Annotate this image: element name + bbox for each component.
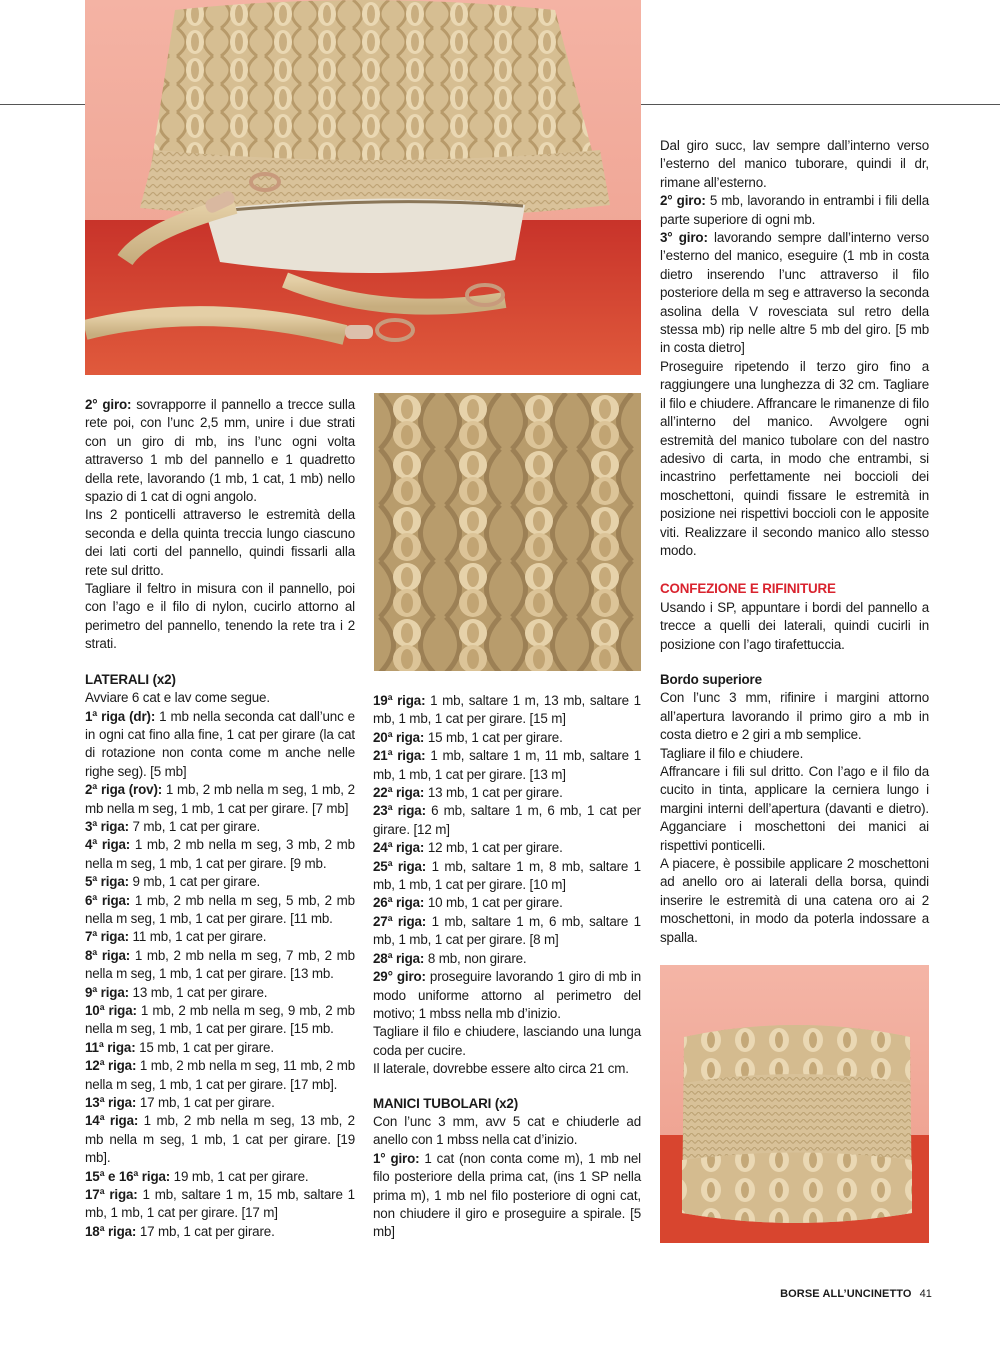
row-label: 21ª riga: <box>373 748 426 764</box>
row-text: 13 mb, 1 cat per girare. <box>424 785 563 801</box>
text-row <box>373 802 641 839</box>
text-row <box>85 396 355 506</box>
text-row <box>373 1060 641 1078</box>
row-label: 2° giro: <box>660 193 706 209</box>
column-3 <box>660 137 929 947</box>
page-footer <box>780 1288 932 1300</box>
row-text: 17 mb, 1 cat per girare. <box>136 1223 275 1239</box>
row-text: proseguire lavorando 1 giro di mb in modo uniforme attorno al perimetro del motivo; 1 mbss nella mb d’inizio. <box>373 969 641 1021</box>
row-text: Dal giro succ, lav sempre dall’interno verso l’esterno del manico tuborare, quindi il dr, rimane all’esterno. <box>660 138 929 190</box>
row-text: 1 mb, 2 mb nella m seg, 5 mb, 2 mb nella m seg, 1 mb, 1 cat per girare. [11 mb. <box>85 892 355 926</box>
row-text: 1 mb, saltare 1 m, 11 mb, saltare 1 mb, 1 mb, 1 cat per girare. [13 m] <box>373 748 641 782</box>
row-text: 1 cat (non conta come m), 1 mb nel filo posteriore della prima cat, (ins 1 SP nella prima m), 1 mb nel filo posteriore di ogni cat, non chiudere il giro e proseguire a spirale. [5 mb] <box>373 1150 641 1240</box>
col2-rows <box>373 692 641 1079</box>
text-row <box>85 1168 355 1186</box>
text-row <box>85 708 355 782</box>
row-label: 13ª riga: <box>85 1095 137 1111</box>
text-row <box>85 1112 355 1167</box>
row-text: 1 mb, saltare 1 m, 13 mb, saltare 1 mb, 1 mb, 1 cat per girare. [15 m] <box>373 693 641 727</box>
text-row <box>373 1023 641 1060</box>
row-label: 18ª riga: <box>85 1223 137 1239</box>
row-label: 4ª riga: <box>85 837 131 853</box>
section-title-bordo: Bordo superiore <box>660 671 762 687</box>
row-text: 1 mb, 2 mb nella m seg, 7 mb, 2 mb nella m seg, 1 mb, 1 cat per girare. [13 mb. <box>85 947 355 982</box>
text-row <box>373 784 641 802</box>
row-label: 27ª riga: <box>373 913 427 929</box>
row-label: 6ª riga: <box>85 892 131 908</box>
column-1 <box>85 396 355 1241</box>
row-label: 2° giro: <box>85 397 132 412</box>
row-text: 1 mb, saltare 1 m, 15 mb, saltare 1 mb, 1 mb, 1 cat per girare. [17 m] <box>85 1187 355 1221</box>
row-label: 14ª riga: <box>85 1113 139 1129</box>
row-label: 24ª riga: <box>373 840 425 856</box>
row-text: 1 mb nella seconda cat dall’unc e in ogni cat fino alla fine, 1 cat per girare (la cat di rotazione non conta come m anche nelle righe seg). [5 mb] <box>85 708 355 779</box>
row-text: 1 mb, 2 mb nella m seg, 9 mb, 2 mb nella m seg, 1 mb, 1 cat per girare. [15 mb. <box>85 1003 355 1037</box>
row-label: 1° giro: <box>373 1150 420 1166</box>
text-row <box>373 729 641 747</box>
laterali-intro: Avviare 6 cat e lav come segue. <box>85 690 270 706</box>
row-text: 11 mb, 1 cat per girare. <box>128 929 267 945</box>
bag-photo-side <box>660 965 929 1243</box>
text-row <box>660 137 929 192</box>
row-label: 26ª riga: <box>373 895 425 911</box>
row-text: sovrapporre il pannello a trecce sulla rete poi, con l’unc 2,5 mm, unire i due strati con un giro di mb, ins l’unc ogni volta attraverso 1 mb del pannello e 1 quadretto della rete, lavorando (1 mb, 1 cat, 1 mb) nello spazio di 1 cat di ogni angolo. <box>85 397 355 505</box>
column-2 <box>373 692 641 1242</box>
text-row <box>85 781 355 818</box>
row-label: 17ª riga: <box>85 1187 138 1203</box>
row-text: Tagliare il feltro in misura con il pannello, poi con l’ago e il filo di nylon, cucirlo attorno al perimetro del pannello, tenendo la rete tra i 2 strati. <box>85 581 355 652</box>
row-label: 7ª riga: <box>85 929 129 945</box>
row-text: 8 mb, non girare. <box>424 950 527 966</box>
top-rule-right <box>641 104 1000 105</box>
row-label: 22ª riga: <box>373 785 425 801</box>
row-label: 28ª riga: <box>373 950 425 966</box>
row-label: 25ª riga: <box>373 858 427 874</box>
row-label: 3ª riga: <box>85 818 129 834</box>
row-text: Proseguire ripetendo il terzo giro fino a raggiungere una lunghezza di 32 cm. Tagliare il filo e chiudere. Affrancare le rimanenze di filo all’interno del manico. Avvolgere ogni estremità del manico tubolare con del nastro adesivo di carta, in modo che entrambi, si incastrino perfettamente nei boccioli dei moschettoni, quindi fissare le estremità in posizione nei rispettivi boccioli con le apposite viti. Realizzare il secondo manico allo stesso modo. <box>660 358 929 558</box>
row-text: 6 mb, saltare 1 m, 6 mb, 1 cat per girare. [12 m] <box>373 803 641 837</box>
section-title-laterali: LATERALI (x2) <box>85 671 176 687</box>
laterali-rows <box>85 708 355 1242</box>
text-row <box>85 947 355 984</box>
text-row <box>373 692 641 729</box>
row-label: 12ª riga: <box>85 1058 137 1074</box>
text-row <box>660 229 929 358</box>
text-row <box>85 818 355 836</box>
text-row <box>85 928 355 946</box>
row-label: 8ª riga: <box>85 947 131 963</box>
text-row <box>85 1094 355 1112</box>
bag-photo-main <box>85 0 641 375</box>
text-row <box>85 1002 355 1039</box>
row-label: 29° giro: <box>373 969 426 985</box>
text-row <box>660 358 929 560</box>
row-text: Tagliare il filo e chiudere, lasciando una lunga coda per cucire. <box>373 1024 641 1058</box>
manici-rows <box>373 1113 641 1242</box>
braid-detail-photo <box>374 393 641 671</box>
bordo-rows <box>660 689 929 947</box>
text-row <box>85 984 355 1002</box>
row-text: 1 mb, 2 mb nella m seg, 13 mb, 2 mb nella m seg, 1 mb, 1 cat per girare. [19 mb]. <box>85 1113 355 1166</box>
row-text: Con l’unc 3 mm, avv 5 cat e chiuderle ad anello con 1 mbss nella cat d’inizio. <box>373 1113 641 1148</box>
row-text: 1 mb, 2 mb nella m seg, 11 mb, 2 mb nella m seg, 1 mb, 1 cat per girare. [17 mb]. <box>85 1058 355 1092</box>
text-row <box>85 506 355 580</box>
text-row: Con l’unc 3 mm, rifinire i margini attorno all’apertura lavorando il primo giro a mb in costa dietro e 2 giri a mb semplice. <box>660 690 929 743</box>
row-text: 1 mb, 2 mb nella m seg, 1 mb, 2 mb nella m seg, 1 mb, 1 cat per girare. [7 mb] <box>85 782 355 816</box>
row-text: 12 mb, 1 cat per girare. <box>424 840 563 856</box>
row-label: 15ª e 16ª riga: <box>85 1168 171 1184</box>
text-row: A piacere, è possibile applicare 2 moschettoni ad anello oro ai laterali della borsa, quindi inserire le estremità di una catena oro ai 2 moschettoni, in modo da poterla indossare a spalla. <box>660 856 929 945</box>
col1-intro <box>85 396 355 654</box>
text-row <box>373 858 641 895</box>
text-row <box>373 950 641 968</box>
text-row <box>660 192 929 229</box>
row-text: 15 mb, 1 cat per girare. <box>135 1039 274 1055</box>
row-text: 17 mb, 1 cat per girare. <box>136 1095 275 1111</box>
row-text: 1 mb, saltare 1 m, 8 mb, saltare 1 mb, 1 mb, 1 cat per girare. [10 m] <box>373 858 641 893</box>
row-label: 10ª riga: <box>85 1003 137 1018</box>
text-row <box>373 747 641 784</box>
text-row <box>85 1223 355 1241</box>
text-row <box>373 968 641 1023</box>
text-row <box>373 894 641 912</box>
row-text: 1 mb, saltare 1 m, 6 mb, saltare 1 mb, 1 mb, 1 cat per girare. [8 m] <box>373 913 641 948</box>
row-text: 1 mb, 2 mb nella m seg, 3 mb, 2 mb nella m seg, 1 mb, 1 cat per girare. [9 mb. <box>85 837 355 871</box>
text-row <box>85 873 355 891</box>
text-row <box>85 1039 355 1057</box>
row-text: lavorando sempre dall’interno verso l’esterno del manico, eseguire (1 mb in costa dietro inserendo l’unc attraverso il filo posteriore della m seg e attraverso la seconda asolina della V rovesciata sul retro della stessa mb) rip nelle altre 5 mb del giro. [5 mb in costa dietro] <box>660 230 930 356</box>
row-label: 5ª riga: <box>85 874 129 890</box>
row-text: 15 mb, 1 cat per girare. <box>424 729 563 745</box>
footer-title: BORSE ALL’UNCINETTO <box>780 1288 912 1300</box>
text-row <box>85 1186 355 1223</box>
text-row <box>85 836 355 873</box>
text-row <box>85 892 355 929</box>
row-text: 10 mb, 1 cat per girare. <box>424 895 563 911</box>
text-row <box>373 913 641 950</box>
row-text: 7 mb, 1 cat per girare. <box>128 818 261 834</box>
row-text: 9 mb, 1 cat per girare. <box>128 874 261 890</box>
page-number: 41 <box>919 1288 932 1300</box>
row-label: 11ª riga: <box>85 1039 136 1055</box>
col3-rows <box>660 137 929 560</box>
row-label: 19ª riga: <box>373 693 426 708</box>
row-text: 19 mb, 1 cat per girare. <box>170 1168 309 1184</box>
row-text: Il laterale, dovrebbe essere alto circa 21 cm. <box>373 1061 629 1077</box>
text-row <box>85 580 355 654</box>
text-row: Affrancare i fili sul dritto. Con l’ago e il filo da cucito in tinta, applicare la cerniera lungo i margini interni dell’apertura (davanti e dietro). Agganciare i moschettoni dei manici ai rispettivi ponticelli. <box>660 764 929 853</box>
text-row <box>373 1150 641 1242</box>
row-label: 3° giro: <box>660 230 708 246</box>
row-label: 23ª riga: <box>373 803 426 819</box>
text-row: Tagliare il filo e chiudere. <box>660 745 804 761</box>
row-label: 9ª riga: <box>85 984 129 1000</box>
row-label: 1ª riga (dr): <box>85 708 156 724</box>
row-text: 5 mb, lavorando in entrambi i fili della parte superiore di ogni mb. <box>660 193 929 227</box>
row-text: 13 mb, 1 cat per girare. <box>128 984 268 1000</box>
section-title-confezione: CONFEZIONE E RIFINITURE <box>660 581 836 597</box>
text-row <box>85 1057 355 1094</box>
row-text: Ins 2 ponticelli attraverso le estremità della seconda e della quinta treccia lungo ciascuno dei lati corti del pannello, quindi fissarli alla rete sul dritto. <box>85 507 355 578</box>
top-rule-left <box>0 104 85 105</box>
text-row <box>373 1113 641 1150</box>
confezione-text: Usando i SP, appuntare i bordi del pannello a trecce a quelli dei laterali, quindi cucirli in posizione con l’ago tirafettuccia. <box>660 599 929 652</box>
row-label: 20ª riga: <box>373 729 425 745</box>
text-row <box>373 839 641 857</box>
row-label: 2ª riga (rov): <box>85 782 163 798</box>
section-title-manici: MANICI TUBOLARI (x2) <box>373 1095 519 1111</box>
